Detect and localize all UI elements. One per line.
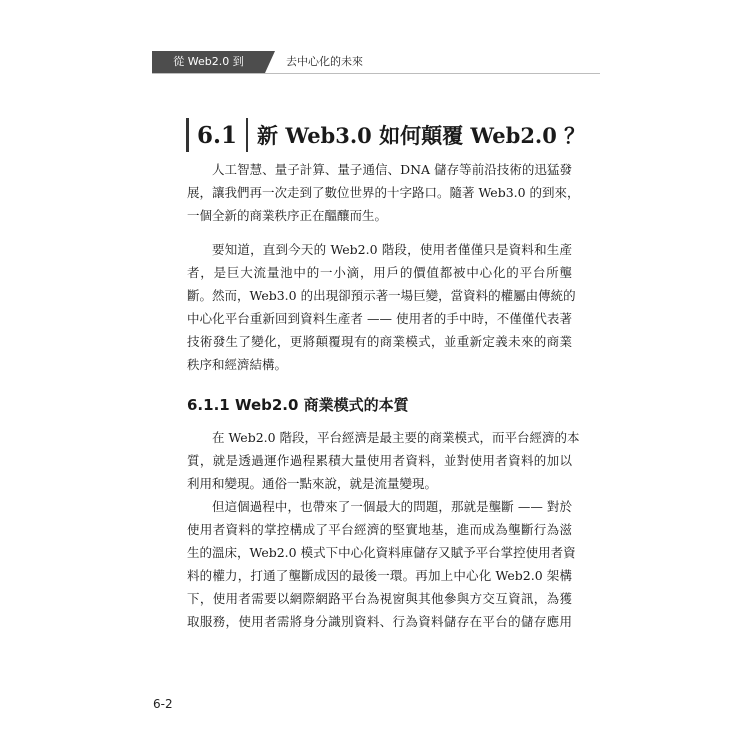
paragraph-line: 利用和變現。通俗一點來說，就是流量變現。: [187, 476, 438, 491]
paragraph-line: 生的溫床，Web2.0 模式下中心化資料庫儲存又賦予平台掌控使用者資: [187, 545, 576, 560]
subsection-number: 6.1.1: [187, 396, 230, 414]
paragraph-line: 下，使用者需要以網際網路平台為視窗與其他參與方交互資訊，為獲: [187, 591, 572, 606]
paragraph-line: 秩序和經濟結構。: [187, 357, 288, 372]
paragraph-intro: [187, 158, 580, 227]
paragraph-line: 斷。然而，Web3.0 的出現卻預示著一場巨變，當資料的權屬由傳統的: [187, 288, 576, 303]
paragraph-line: 人工智慧、量子計算、量子通信、DNA 儲存等前沿技術的迅猛發: [212, 162, 572, 177]
header-divider: [152, 73, 600, 74]
paragraph-line: 取服務，使用者需將身分識別資料、行為資料儲存在平台的儲存應用: [187, 614, 572, 629]
paragraph-line: 技術發生了變化，更將顛覆現有的商業模式，並重新定義未來的商業: [187, 334, 572, 349]
paragraph-line: 料的權力，打通了壟斷成因的最後一環。再加上中心化 Web2.0 架構: [187, 568, 572, 583]
book-title-tab: 從 Web2.0 到 Web3.0: [152, 51, 265, 73]
paragraph-line: 使用者資料的掌控構成了平台經濟的堅實地基，進而成為壟斷行為滋: [187, 522, 572, 537]
paragraph-line: 在 Web2.0 階段，平台經濟是最主要的商業模式，而平台經濟的本: [212, 430, 580, 445]
paragraph-web2-monopoly: [187, 238, 576, 376]
paragraph-line: 一個全新的商業秩序正在醞釀而生。: [187, 208, 388, 223]
paragraph-platform-economy: [187, 426, 580, 495]
paragraph-line: 但這個過程中，也帶來了一個最大的問題，那就是壟斷 —— 對於: [212, 499, 572, 514]
section-title: 新 Web3.0 如何顛覆 Web2.0 ？: [257, 123, 586, 148]
heading-bar-right: [246, 118, 248, 152]
chapter-title: 去中心化的未來: [286, 55, 363, 68]
subsection-heading: [187, 394, 409, 415]
paragraph-line: 者，是巨大流量池中的一小滴，用戶的價值都被中心化的平台所壟: [187, 265, 572, 280]
heading-bar-left: [186, 118, 189, 152]
paragraph-line: 展，讓我們再一次走到了數位世界的十字路口。隨著 Web3.0 的到來，: [187, 185, 580, 200]
subsection-title: Web2.0 商業模式的本質: [234, 396, 409, 414]
paragraph-line: 質，就是透過運作過程累積大量使用者資料，並對使用者資料的加以: [187, 453, 572, 468]
paragraph-line: 要知道，直到今天的 Web2.0 階段，使用者僅僅只是資料和生產: [212, 242, 572, 257]
paragraph-line: 中心化平台重新回到資料生產者 —— 使用者的手中時，不僅僅代表著: [187, 311, 572, 326]
section-heading: [186, 116, 585, 154]
section-number: 6.1: [197, 121, 238, 149]
page-number: 6-2: [153, 697, 173, 711]
paragraph-monopoly-problem: [187, 495, 576, 633]
